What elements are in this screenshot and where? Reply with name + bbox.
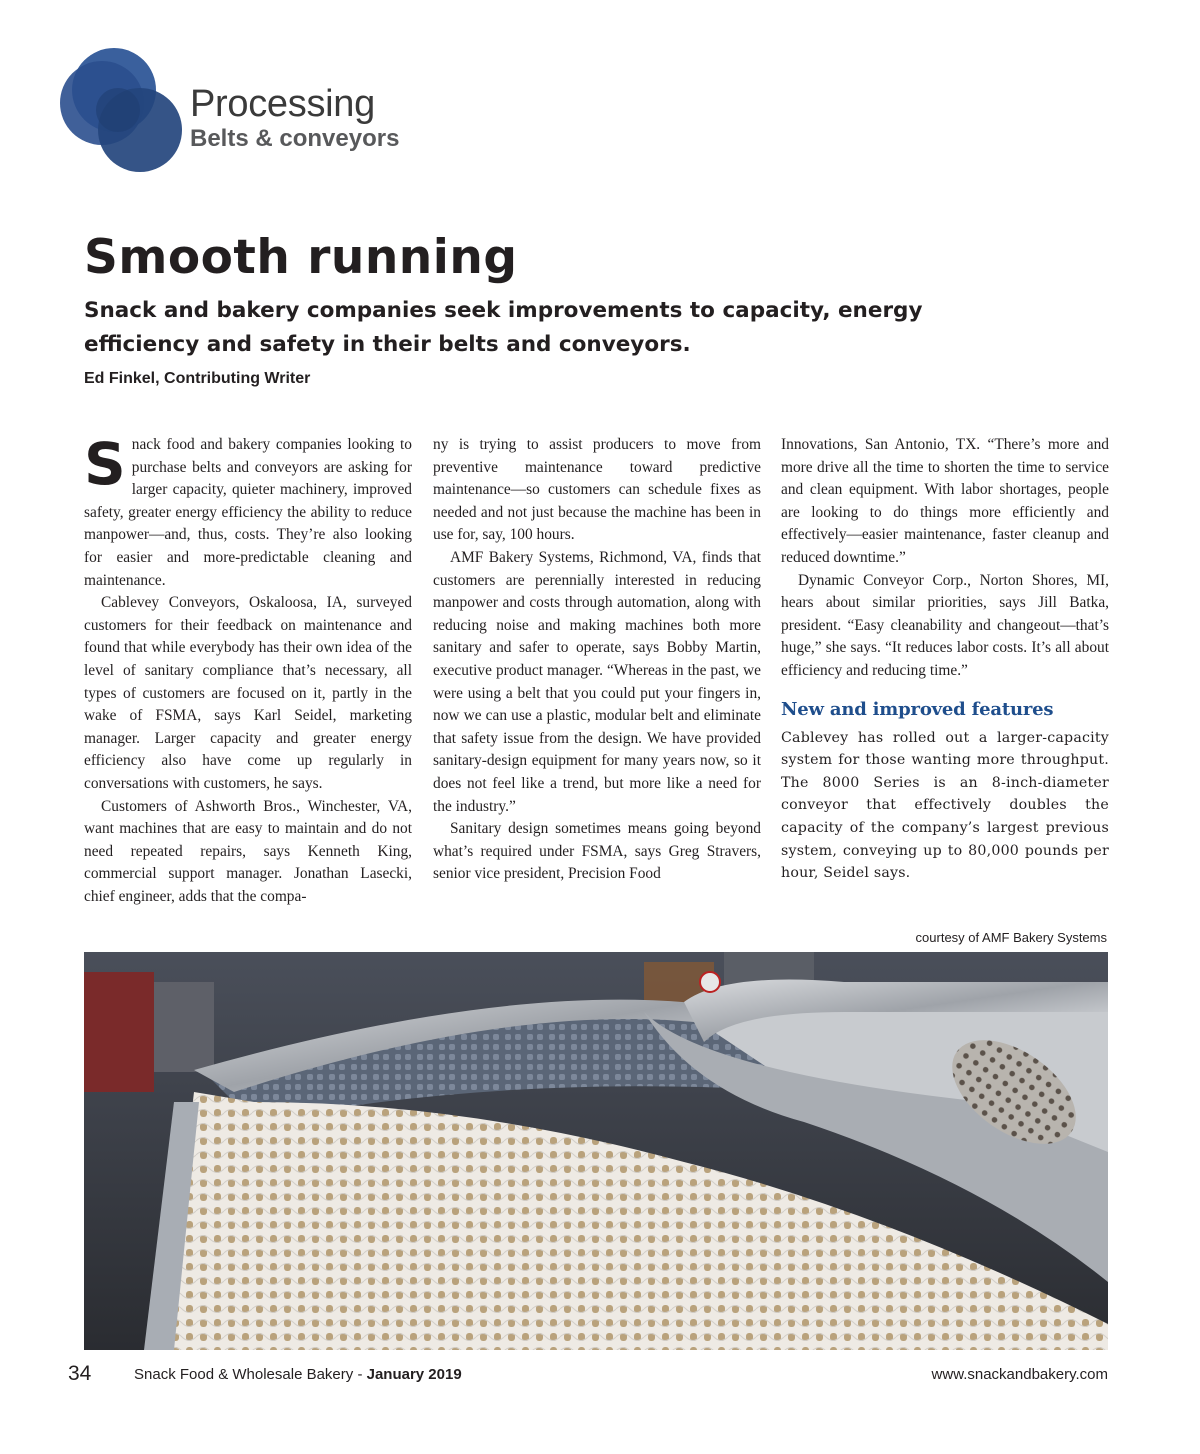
page-number: 34: [68, 1362, 92, 1385]
section-header: [190, 84, 399, 154]
issue-date: January 2019: [366, 1366, 462, 1383]
page-footer: [0, 1362, 1200, 1392]
paragraph: Customers of Ashworth Bros., Winchester, VA, want machines that are easy to maintain and do not need repeated repairs, says Kenneth King, commercial support manager. Jonathan Lasecki, chief engineer, adds that the compa-: [84, 797, 412, 905]
conveyor-photo: [84, 952, 1108, 1350]
section-subtitle: Belts & conveyors: [190, 125, 400, 152]
drop-cap: S: [84, 430, 126, 498]
section-logo: [60, 40, 185, 175]
paragraph: ny is trying to assist producers to move from preventive maintenance toward predictive maintenance—so customers can schedule fixes as needed and not just because the machine has been in use for, say, 100 hours.: [433, 436, 761, 544]
article-column-1: [84, 430, 412, 908]
paragraph: Innovations, San Antonio, TX. “There’s more and more drive all the time to shorten the time to service and clean equipment. With labor shortages, people are looking to do things more efficiently and effectively—easier maintenance, faster cleanup and reduced downtime.”: [781, 436, 1109, 566]
conveyor-illustration: [84, 952, 1108, 1350]
paragraph: Cablevey has rolled out a larger-capacity system for those wanting more throughput. The 8000 Series is an 8-inch-diameter conveyor that effectively doubles the capacity of the company’s largest previous system, conveying up to 80,000 pounds per hour, Seidel says.: [781, 729, 1109, 882]
paragraph: Sanitary design sometimes means going beyond what’s required under FSMA, says Greg Stravers, senior vice president, Precision Food: [433, 820, 761, 883]
paragraph: Dynamic Conveyor Corp., Norton Shores, MI, hears about similar priorities, says Jill Batka, president. “Easy cleanability and changeout—that’s huge,” she says. “It reduces labor costs. It’s all about efficiency and reducing time.”: [781, 571, 1109, 679]
subheading: New and improved features: [781, 698, 1054, 720]
website-url: www.snackandbakery.com: [931, 1366, 1108, 1383]
headline: Smooth running: [84, 230, 518, 285]
deck: Snack and bakery companies seek improvements to capacity, energy efficiency and safety in their belts and conveyors.: [84, 298, 923, 357]
paragraph: Cablevey Conveyors, Oskaloosa, IA, surveyed customers for their feedback on maintenance and found that while everybody has their own idea of the level of sanitary compliance that’s necessary, all types of customers are focused on it, partly in the wake of FSMA, says Karl Seidel, marketing manager. Larger capacity and greater energy efficiency also have come up regularly in conversations with customers, he says.: [84, 594, 412, 792]
article-column-3: [781, 434, 1109, 885]
section-title: Processing: [190, 83, 375, 125]
byline: Ed Finkel, Contributing Writer: [84, 370, 311, 387]
photo-credit: courtesy of AMF Bakery Systems: [915, 930, 1107, 945]
paragraph: AMF Bakery Systems, Richmond, VA, finds that customers are perennially interested in reducing manpower and costs through automation, along with reducing noise and making machines both more sanitary and safer to operate, says Bobby Martin, executive product manager. “Whereas in the past, we were using a belt that you could put your fingers in, now we can use a plastic, modular belt and eliminate that safety issue from the design. We have provided sanitary-design equipment for many years now, so it does not feel like a trend, but more like a need for the industry.”: [433, 548, 761, 815]
article-column-2: [433, 434, 761, 886]
paragraph: Snack food and bakery companies looking to purchase belts and conveyors are asking for larger capacity, quieter machinery, improved safety, greater energy efficiency the ability to reduce manpower—and, thus, costs. They’re also looking for easier and more-predictable cleaning and maintenance.: [84, 430, 412, 589]
magazine-name: Snack Food & Wholesale Bakery - January 2019: [134, 1366, 462, 1383]
